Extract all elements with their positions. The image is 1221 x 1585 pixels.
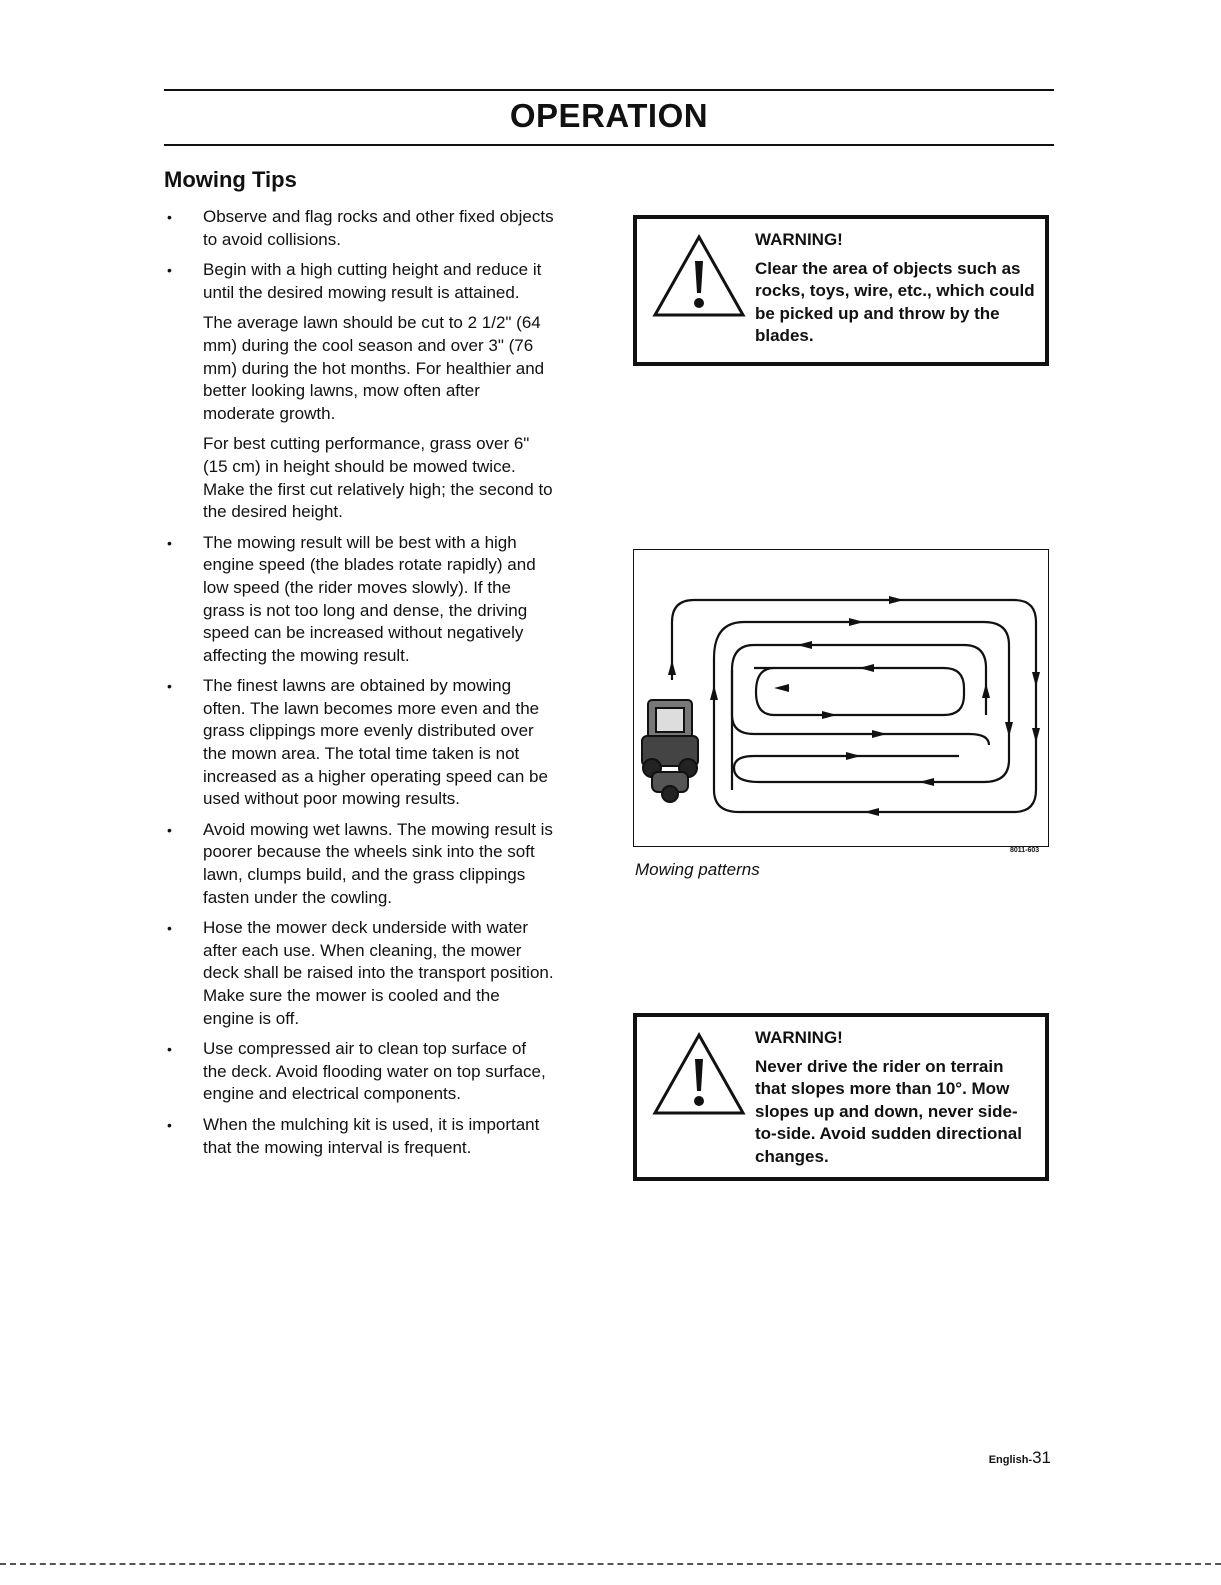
list-item <box>164 819 554 909</box>
bullet-icon: • <box>167 678 172 695</box>
page-number-value: 31 <box>1032 1448 1051 1467</box>
bullet-icon: • <box>167 1116 172 1133</box>
warning-box-clear-area <box>633 215 1049 366</box>
bullet-icon: • <box>167 821 172 838</box>
list-item <box>164 206 554 251</box>
tip-paragraph: Observe and flag rocks and other fixed objects to avoid collisions. <box>203 207 554 249</box>
tip-paragraph: The mowing result will be best with a high engine speed (the blades rotate rapidly) and low speed (the rider moves slowly). If the grass is not too long and dense, the driving speed can be increased without negatively affecting the mowing result. <box>203 532 536 665</box>
tip-paragraph: Hose the mower deck underside with water after each use. When cleaning, the mower deck shall be raised into the transport position. Make sure the mower is cooled and the engine is off. <box>203 918 554 1028</box>
list-item <box>164 1038 554 1106</box>
warning-triangle-icon <box>649 1029 749 1119</box>
page-language: English- <box>988 1454 1033 1466</box>
section-title: Mowing Tips <box>164 167 297 192</box>
list-item <box>164 259 554 524</box>
tip-paragraph: The finest lawns are obtained by mowing often. The lawn becomes more even and the grass clippings more evenly distributed over the mown area. The total time taken is not increased as a higher operating speed can be used without poor mowing results. <box>203 676 548 809</box>
tip-paragraph: For best cutting performance, grass over 6" (15 cm) in height should be mowed twice. Make the first cut relatively high; the second to the desired height. <box>203 434 553 522</box>
mowing-tips-list <box>164 206 554 1167</box>
page-bottom-edge <box>0 1563 1221 1565</box>
header-rule-top <box>164 89 1054 91</box>
tip-paragraph: The average lawn should be cut to 2 1/2" (64 mm) during the cool season and over 3" (76 mm) during the hot months. For healthier and better looking lawns, mow often after moderate growth. <box>203 313 545 423</box>
list-item <box>164 675 554 811</box>
warning-box-slopes <box>633 1013 1049 1181</box>
mowing-patterns-figure <box>633 549 1049 847</box>
bullet-icon: • <box>167 534 172 551</box>
page-title: OPERATION <box>509 97 709 134</box>
tip-paragraph: Avoid mowing wet lawns. The mowing result is poorer because the wheels sink into the soft lawn, clumps build, and the grass clippings fasten under the cowling. <box>203 819 553 907</box>
list-item <box>164 917 554 1030</box>
warning-title: WARNING! <box>755 230 843 249</box>
tip-paragraph: Begin with a high cutting height and reduce it until the desired mowing result is attained. <box>203 260 542 302</box>
bullet-icon: • <box>167 1041 172 1058</box>
tip-paragraph: Use compressed air to clean top surface of the deck. Avoid flooding water on top surface, engine and electrical components. <box>203 1039 546 1104</box>
warning-title: WARNING! <box>755 1028 843 1047</box>
figure-code: 8011-603 <box>1010 847 1040 854</box>
list-item <box>164 532 554 668</box>
rider-mower-icon <box>642 700 698 802</box>
figure-caption: Mowing patterns <box>635 860 760 879</box>
header-rule-bottom <box>164 144 1054 146</box>
warning-triangle-icon <box>649 231 749 321</box>
warning-text: Never drive the rider on terrain that slopes more than 10°. Mow slopes up and down, never side-to-side. Avoid sudden directional changes. <box>755 1056 1022 1166</box>
tip-paragraph: When the mulching kit is used, it is important that the mowing interval is frequent. <box>203 1114 540 1157</box>
warning-text: Clear the area of objects such as rocks, toys, wire, etc., which could be picked up and throw by the blades. <box>755 258 1035 346</box>
list-item <box>164 1114 554 1159</box>
bullet-icon: • <box>167 209 172 225</box>
mowing-patterns-diagram <box>634 550 1048 846</box>
page-number <box>989 1448 1051 1468</box>
bullet-icon: • <box>167 920 172 937</box>
bullet-icon: • <box>167 262 172 279</box>
